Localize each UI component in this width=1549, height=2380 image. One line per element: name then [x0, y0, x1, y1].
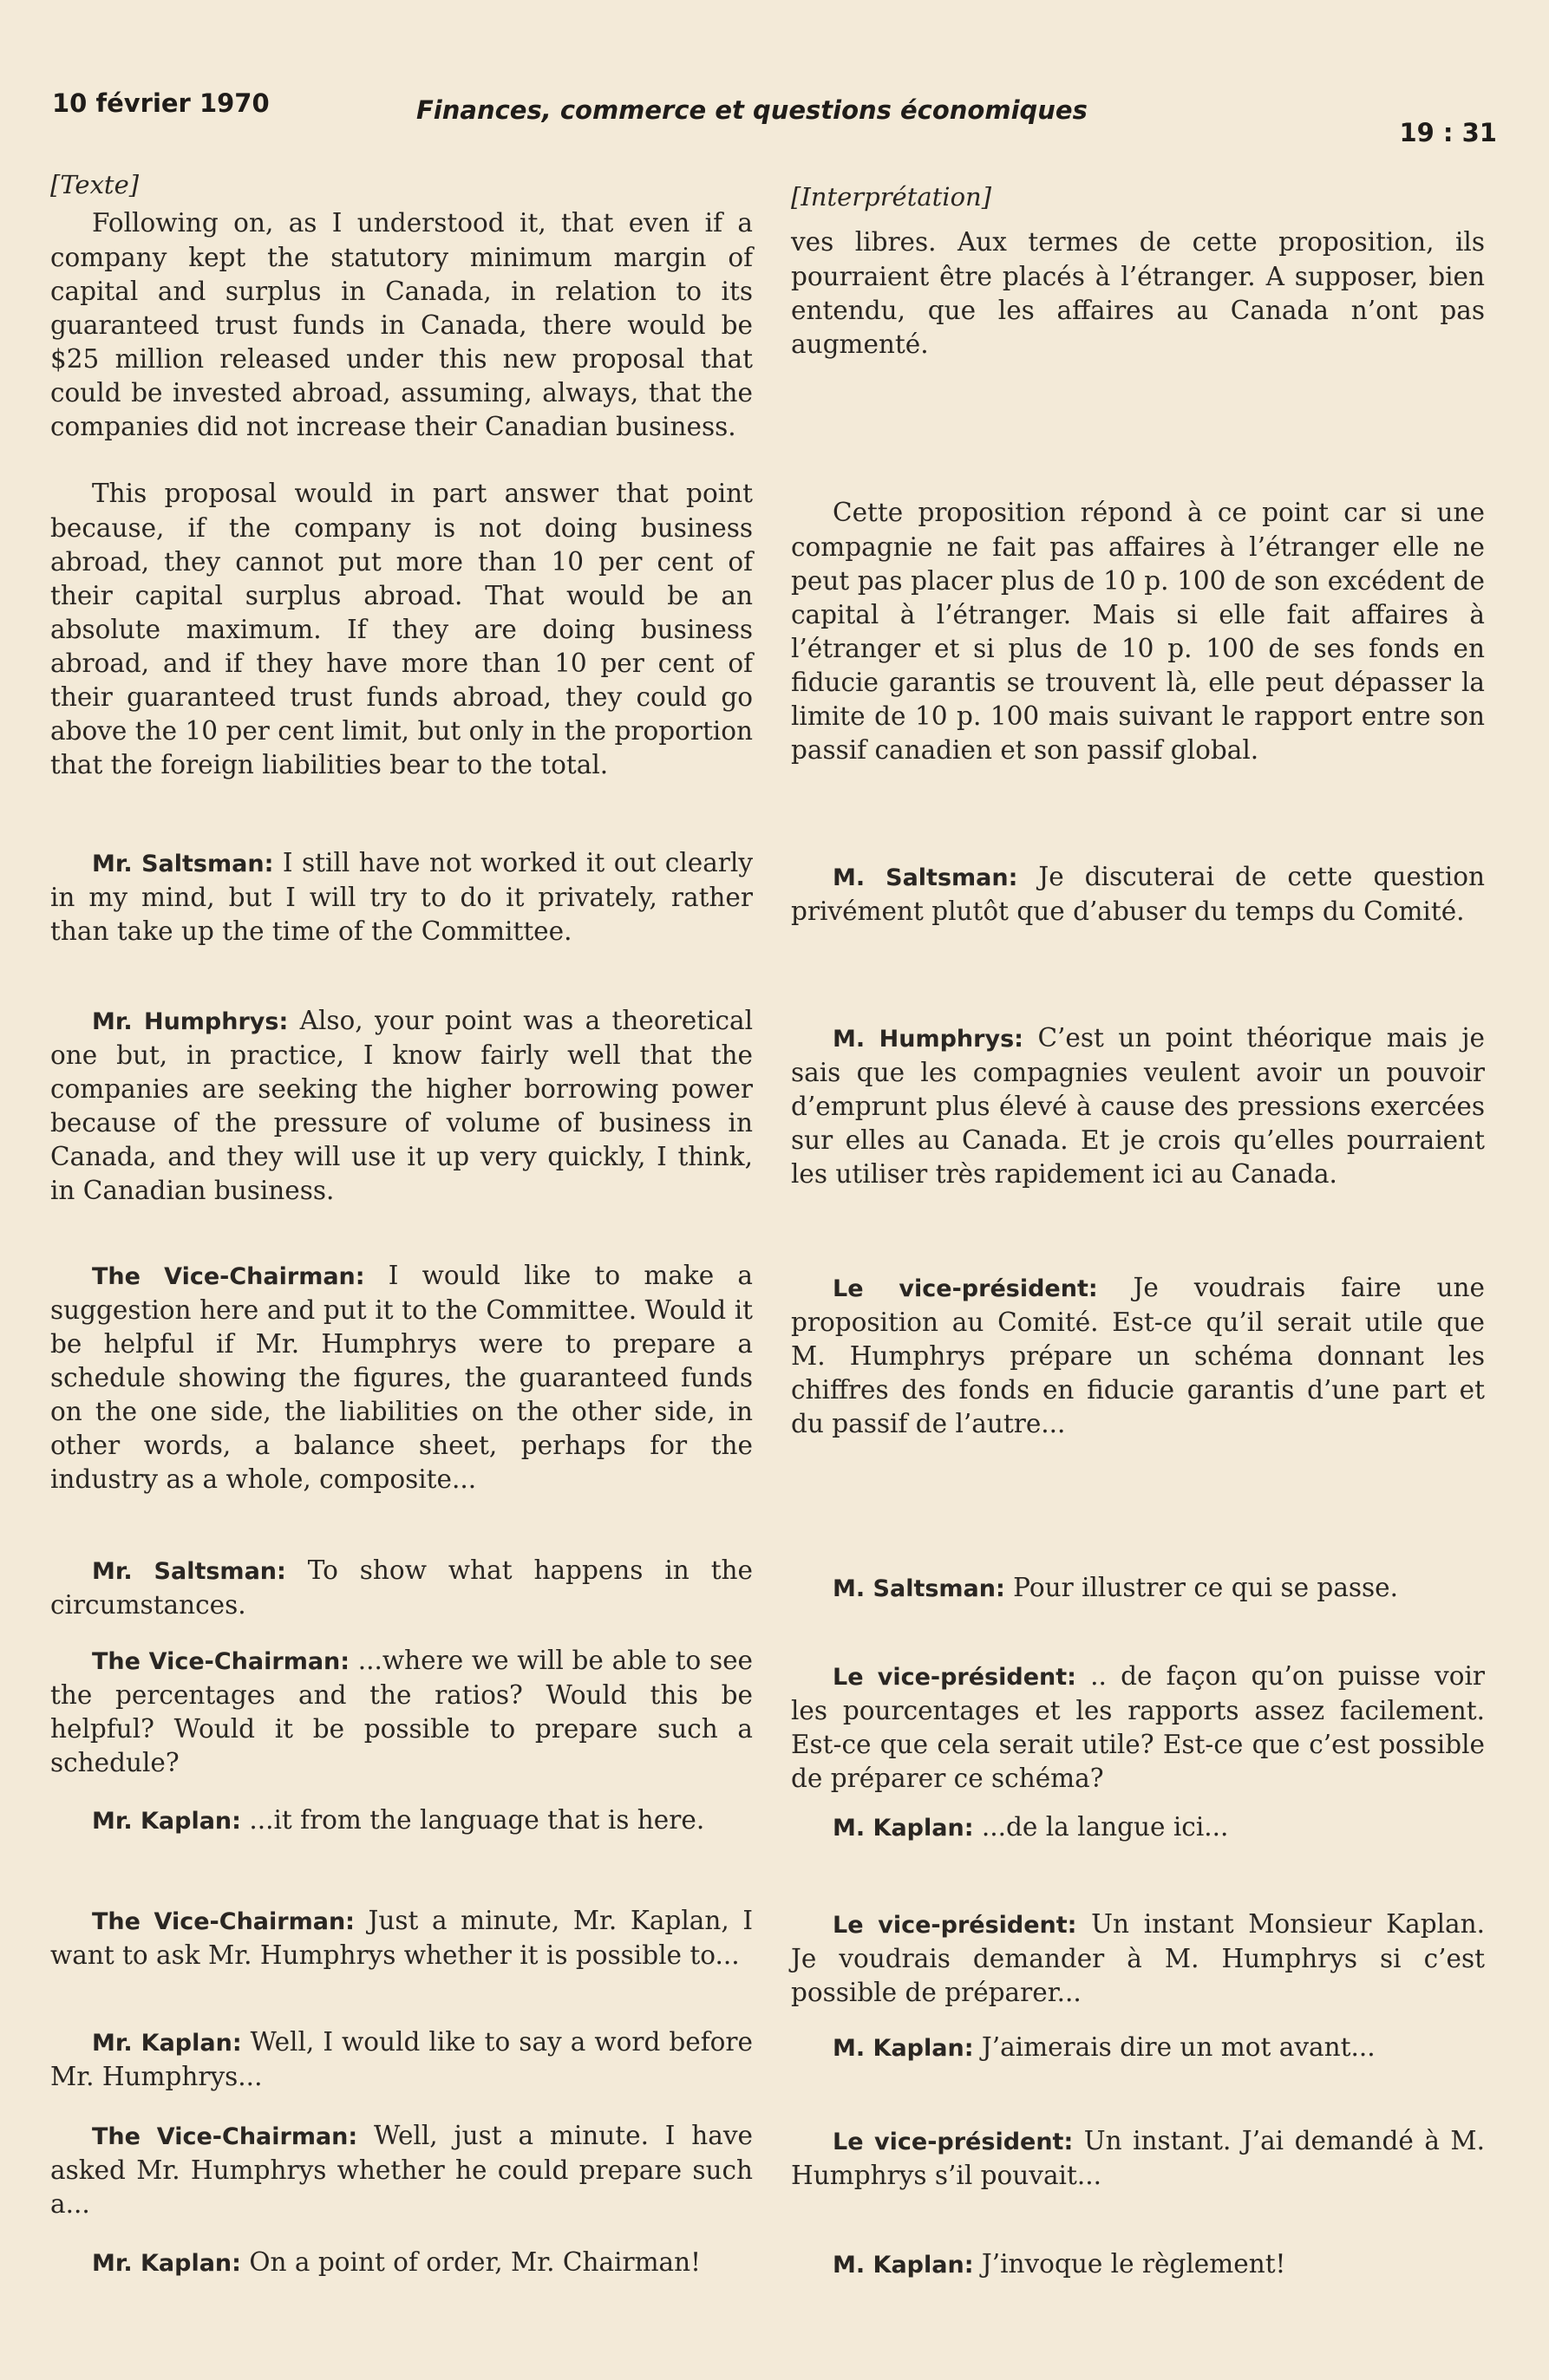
speaker-name: Mr. Kaplan: — [92, 1808, 241, 1835]
paragraph-text: Pour illustrer ce qui se passe. — [1004, 1573, 1399, 1602]
paragraph-text: To show what happens in the circumstances. — [50, 1555, 754, 1620]
interpretation-label: [Interprétation] — [791, 182, 992, 212]
text-label: [Texte] — [50, 170, 140, 199]
page-header — [52, 83, 1497, 147]
header-page-number: 19 : 31 — [1399, 118, 1497, 147]
paragraph-text: Well, I would like to say a word before Mr. Humphrys... — [50, 2027, 753, 2091]
paragraph-text: I still have not worked it out clearly in my mind, but I will try to do it privately, rather than take up the time of the Committee. — [50, 848, 753, 946]
speaker-name: Mr. Kaplan: — [92, 2250, 241, 2277]
speaker-name: M. Humphrys: — [833, 1026, 1023, 1053]
french-column — [791, 170, 1486, 2279]
paragraph — [791, 1571, 1485, 1606]
paragraph-text: ...de la langue ici... — [973, 1812, 1229, 1842]
paragraph — [791, 2247, 1485, 2282]
paragraph-text: C’est un point théorique mais je sais que les compagnies veulent avoir un pouvoir d’emprunt plus élevé à cause des pressions exercées sur elles au Canada. Et je crois qu’elles pourraient les utiliser très rapidement ici au Canada. — [791, 1023, 1485, 1189]
paragraph — [791, 1810, 1485, 1845]
paragraph — [50, 846, 753, 949]
speaker-name: Mr. Humphrys: — [92, 1008, 289, 1035]
paragraph — [791, 1907, 1485, 2010]
paragraph — [50, 1904, 753, 1972]
speaker-name: Le vice-président: — [833, 1275, 1098, 1302]
paragraph-text: ...it from the language that is here. — [240, 1805, 705, 1835]
paragraph — [791, 225, 1485, 362]
paragraph — [791, 1659, 1485, 1796]
speaker-name: M. Saltsman: — [833, 864, 1018, 891]
paragraph — [50, 477, 753, 782]
paragraph — [50, 2025, 753, 2094]
paragraph-text: .. de façon qu’on puisse voir les pourcentages et les rapports assez facilement. Est-ce que cela serait utile? Est-ce que c’est possible de préparer ce schéma? — [791, 1661, 1485, 1793]
paragraph — [50, 1259, 753, 1496]
paragraph-text: ves libres. Aux termes de cette proposition, ils pourraient être placés à l’étranger. A supposer, bien entendu, que les affaires au Canada n’ont pas augmenté. — [791, 227, 1485, 359]
speaker-name: The Vice-Chairman: — [92, 2123, 358, 2150]
header-title: Finances, commerce et questions économiques — [416, 95, 1088, 125]
paragraph — [791, 496, 1485, 767]
paragraph-text: J’invoque le règlement! — [973, 2249, 1286, 2279]
paragraph-text: This proposal would in part answer that point because, if the company is not doing business abroad, they cannot put more than 10 per cent of their capital surplus abroad. That would be an absolute maximum. If they are doing business abroad, and if they have more than 10 per cent of their guaranteed trust funds abroad, they could go above the 10 per cent limit, but only in the proportion that the foreign liabilities bear to the total. — [50, 479, 753, 779]
paragraph — [50, 1554, 753, 1622]
speaker-name: M. Kaplan: — [833, 1815, 974, 1842]
speaker-name: M. Kaplan: — [833, 2252, 974, 2279]
paragraph — [791, 2031, 1485, 2065]
paragraph-text: Following on, as I understood it, that even if a company kept the statutory minimum margin of capital and surplus in Canada, in relation to its guaranteed trust funds in Canada, there would be $25 million released under this new proposal that could be invested abroad, assuming, always, that the companies did not increase their Canadian business. — [50, 208, 753, 441]
speaker-name: M. Kaplan: — [833, 2035, 974, 2062]
english-column — [50, 170, 754, 2277]
paragraph — [791, 1021, 1485, 1191]
paragraph-text: J’aimerais dire un mot avant... — [973, 2032, 1376, 2062]
paragraph — [50, 1644, 753, 1780]
speaker-name: The Vice-Chairman: — [92, 1648, 350, 1675]
speaker-name: The Vice-Chairman: — [92, 1908, 355, 1935]
paragraph-text: Just a minute, Mr. Kaplan, I want to ask Mr. Humphrys whether it is possible to... — [50, 1906, 753, 1970]
paragraph-text: I would like to make a suggestion here and put it to the Committee. Would it be helpful if Mr. Humphrys were to prepare a schedule showing the figures, the guaranteed funds on the one side, the liabilities on the other side, in other words, a balance sheet, perhaps for the industry as a whole, composite... — [50, 1261, 754, 1494]
speaker-name: Mr. Kaplan: — [92, 2030, 242, 2057]
paragraph-text: Cette proposition répond à ce point car si une compagnie ne fait pas affaires à l’étranger elle ne peut pas placer plus de 10 p. 100 de son excédent de capital à l’étranger. Mais si elle fait affaires à l’étranger et si plus de 10 p. 100 de ses fonds en fiducie garantis se trouvent là, elle peut dépasser la limite de 10 p. 100 mais suivant le rapport entre son passif canadien et son passif global. — [791, 498, 1485, 765]
header-date: 10 février 1970 — [52, 88, 270, 118]
paragraph-text: Un instant Monsieur Kaplan. Je voudrais demander à M. Humphrys si c’est possible de préparer... — [791, 1909, 1486, 2007]
paragraph-text: Un instant. J’ai demandé à M. Humphrys s’il pouvait... — [791, 2126, 1486, 2190]
paragraph — [50, 206, 753, 444]
paragraph-text: Well, just a minute. I have asked Mr. Humphrys whether he could prepare such a... — [50, 2121, 753, 2219]
paragraph — [50, 2246, 753, 2280]
speaker-name: Le vice-président: — [833, 2129, 1074, 2155]
speaker-name: Le vice-président: — [833, 1912, 1077, 1939]
paragraph-text: Je voudrais faire une proposition au Comité. Est-ce qu’il serait utile que M. Humphrys prépare un schéma donnant les chiffres des fonds en fiducie garantis d’une part et du passif de l’autre... — [791, 1273, 1486, 1438]
speaker-name: The Vice-Chairman: — [92, 1263, 365, 1290]
paragraph-text: Je discuterai de cette question privément plutôt que d’abuser du temps du Comité. — [791, 862, 1486, 926]
paragraph — [791, 2124, 1485, 2193]
speaker-name: M. Saltsman: — [833, 1575, 1005, 1602]
paragraph-text: On a point of order, Mr. Chairman! — [240, 2247, 701, 2277]
paragraph — [791, 860, 1485, 929]
paragraph-text: ...where we will be able to see the percentages and the ratios? Would this be helpful? Would it be possible to prepare such a schedule? — [50, 1646, 754, 1777]
speaker-name: Mr. Saltsman: — [92, 1558, 286, 1585]
paragraph — [50, 2119, 753, 2221]
speaker-name: Le vice-président: — [833, 1664, 1076, 1691]
paragraph — [791, 1271, 1485, 1441]
speaker-name: Mr. Saltsman: — [92, 851, 274, 877]
paragraph — [50, 1004, 753, 1208]
paragraph — [50, 1803, 753, 1838]
paragraph-text: Also, your point was a theoretical one but, in practice, I know fairly well that the companies are seeking the higher borrowing power because of the pressure of volume of business in Canada, and they will use it up very quickly, I think, in Canadian business. — [50, 1006, 753, 1205]
